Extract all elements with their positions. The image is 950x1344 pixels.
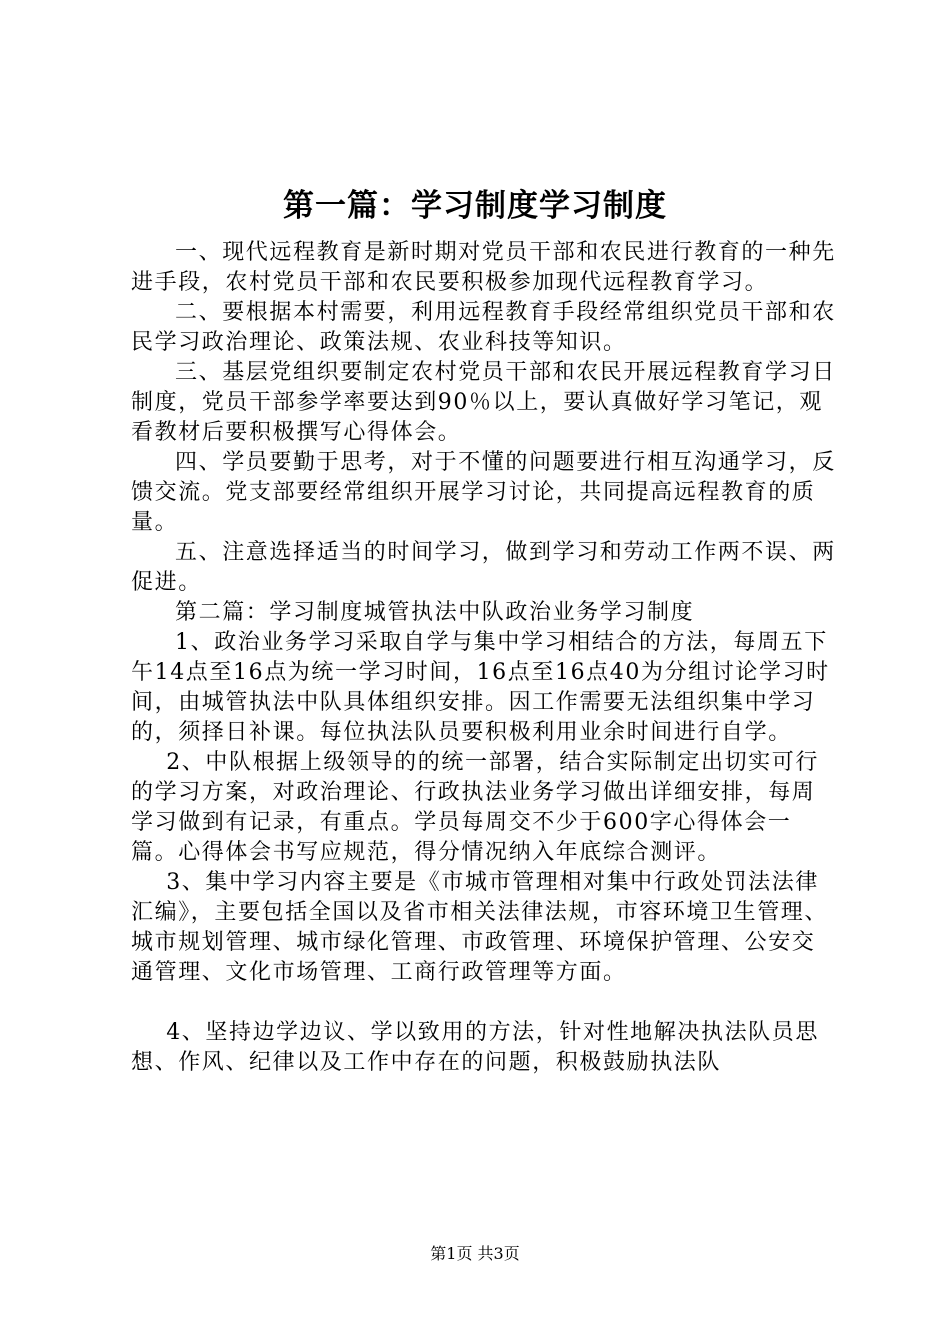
paragraph-5: 五、注意选择适当的时间学习，做到学习和劳动工作两不误、两促进。 bbox=[131, 540, 836, 595]
paragraph-2: 二、要根据本村需要，利用远程教育手段经常组织党员干部和农民学习政治理论、政策法规、农业科技等知识。 bbox=[131, 300, 836, 355]
document-title: 第一篇：学习制度学习制度 bbox=[283, 188, 667, 224]
paragraph-9: 4、坚持边学边议、学以致用的方法，针对性地解决执法队员思想、作风、纪律以及工作中存在的问题，积极鼓励执法队 bbox=[131, 1020, 819, 1075]
page-footer: 第1页 共3页 bbox=[430, 1244, 520, 1263]
paragraph-7: 2、中队根据上级领导的的统一部署，结合实际制定出切实可行的学习方案，对政治理论、行政执法业务学习做出详细安排，每周学习做到有记录，有重点。学员每周交不少于600字心得体会一篇。心得体会书写应规范，得分情况纳入年底综合测评。 bbox=[131, 750, 819, 865]
paragraph-3: 三、基层党组织要制定农村党员干部和农民开展远程教育学习日制度，党员干部参学率要达到90％以上，要认真做好学习笔记，观看教材后要积极撰写心得体会。 bbox=[131, 360, 836, 445]
section-heading-2: 第二篇：学习制度城管执法中队政治业务学习制度 bbox=[175, 600, 695, 625]
paragraph-1: 一、现代远程教育是新时期对党员干部和农民进行教育的一种先进手段，农村党员干部和农民要积极参加现代远程教育学习。 bbox=[131, 240, 836, 295]
paragraph-4: 四、学员要勤于思考，对于不懂的问题要进行相互沟通学习，反馈交流。党支部要经常组织开展学习讨论，共同提高远程教育的质量。 bbox=[131, 450, 836, 535]
paragraph-6: 1、政治业务学习采取自学与集中学习相结合的方法，每周五下午14点至16点为统一学习时间，16点至16点40为分组讨论学习时间，由城管执法中队具体组织安排。因工作需要无法组织集中学习的，须择日补课。每位执法队员要积极利用业余时间进行自学。 bbox=[131, 630, 830, 745]
paragraph-8: 3、集中学习内容主要是《市城市管理相对集中行政处罚法法律汇编》，主要包括全国以及省市相关法律法规，市容环境卫生管理、城市规划管理、城市绿化管理、市政管理、环境保护管理、公安交通管理、文化市场管理、工商行政管理等方面。 bbox=[131, 870, 829, 985]
document-body bbox=[131, 238, 836, 1078]
